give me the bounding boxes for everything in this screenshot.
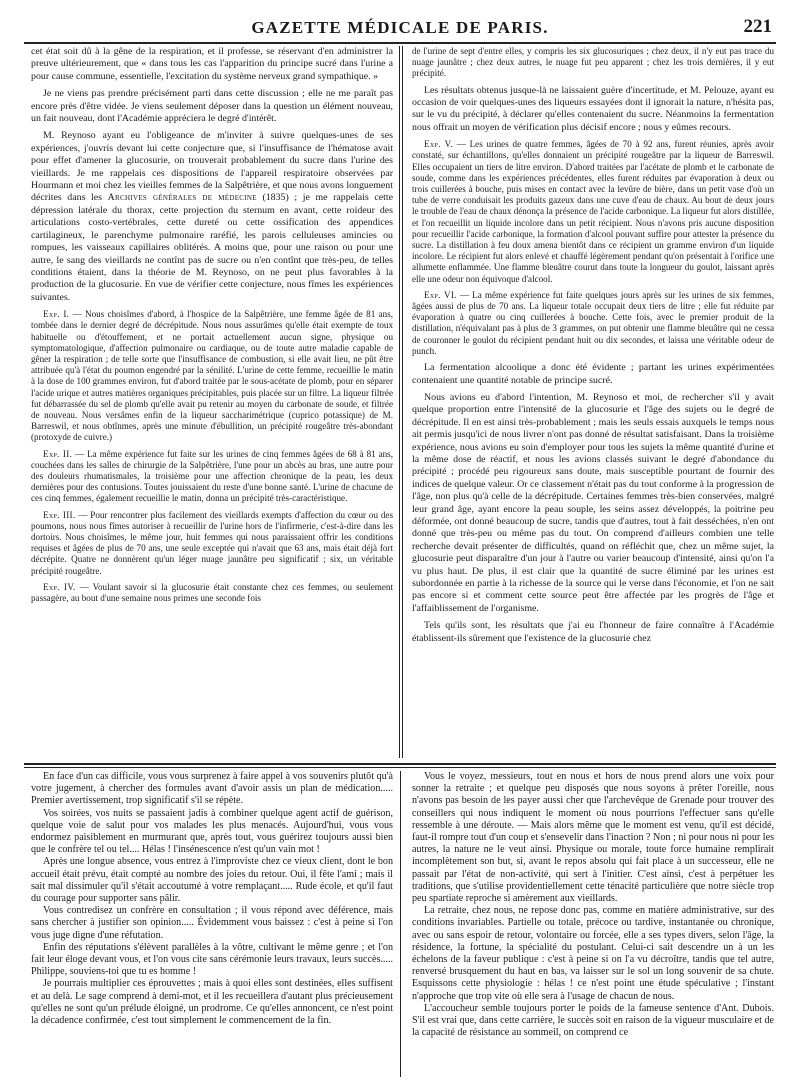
top-right-column	[412, 46, 774, 645]
paragraph: La fermentation alcoolique a donc été évidente ; partant les urines expérimentées contenaient une quantité notable de principe sucré.	[412, 362, 774, 386]
paragraph: La retraite, chez nous, ne repose donc pas, comme en matière administrative, sur des conditions invariables. Partielle ou totale, précoce ou tardive, instantanée ou chronique, avec ou sans espoir de retour, volontaire ou forcée, elle a ses types divers, selon l'âge, la résidence, la fortune, la spécialité du postulant. Celui-ci sait descendre un à un les échelons de la faveur publique : c'est à peine si on l'a vu décroître, tandis que tel autre, renversé brusquement du haut en bas, va laisser sur le sol un long souvenir de sa chute. Esquissons cette physiologie : hélas ! ce n'est point une étude spéculative ; l'instant n'approche que trop vite où elle sera à l'usage de chacun de nous.	[412, 905, 774, 1002]
journal-title: GAZETTE MÉDICALE DE PARIS.	[251, 18, 549, 37]
column-divider	[402, 46, 403, 758]
paragraph: Les résultats obtenus jusque-là ne laissaient guère d'incertitude, et M. Pelouze, ayant eu occasion de voir quelques-unes des liqueurs essayées dont il ignorait la nature, n'hésita pas, sur le vu du précipité, à déclarer qu'elles contenaient du sucre. Néanmoins la fermentation nous offrait un moyen de vérification plus décisif encore ; nous y eûmes recours.	[412, 84, 774, 133]
paragraph: de l'urine de sept d'entre elles, y compris les six glucosuriques ; chez deux, il n'y eut pas trace du nuage jaunâtre ; chez deux autres, le nuage fut peu apparent ; chez les trois dernières, il y eut précipité.	[412, 46, 774, 79]
feuilleton-rule	[24, 767, 776, 768]
paragraph: Je pourrais multiplier ces éprouvettes ; mais à quoi elles sont destinées, elles suffisent et au delà. Le sage comprend à demi-mot, et il les recueillera d'autant plus précieusement qu'elles ne sont qu'un prélude éloigné, un prodrome. Ce qu'elles annoncent, ce n'est point la décadence confirmée, c'est tout simplement le commencement de la fin.	[31, 978, 393, 1027]
paragraph: Vos soirées, vos nuits se passaient jadis à combiner quelque agent actif de guérison, quelque voie de salut pour vos malades les plus menacés. Aujourd'hui, vous vous endormez paisiblement en murmurant que, après tout, vous guérirez toujours aussi bien que le confrère tel ou tel.... Hélas ! l'insénescence n'est qu'un vain mot !	[31, 807, 393, 856]
paragraph: Enfin des réputations s'élèvent parallèles à la vôtre, cultivant le même genre ; et l'on fait leur éloge devant vous, et l'on vous cite sans cérémonie leurs travaux, leurs succès..... Philippe, souviens-toi que tu es homme !	[31, 941, 393, 978]
paragraph: cet état soit dû à la gêne de la respiration, et il professe, se réservant d'en administrer la preuve ultérieurement, que « dans tous les cas l'apparition du principe sucré dans l'urine a pour cause commune, essentielle, l'excitation du système nerveux grand sympathique. »	[31, 46, 393, 82]
experiment-5: Exp. V. — Les urines de quatre femmes, âgées de 70 à 92 ans, furent réunies, après avoir constaté, sur échantillons, qu'elles donnaient un précipité rougeâtre par la liqueur de Barreswil. Elles occupaient un tiers de litre environ. D'abord traitées par l'acétate de plomb et le carbonate de soude, comme dans les expériences précédentes, elles furent réduites par évaporation à deux ou trois cuillerées à bouche, puis mises en contact avec la levûre de bière, dans un petit vase d'où un tube de verre conduisait les produits gazeux dans une cuve d'eau de chaux. Au bout de deux jours le trouble de l'eau de chaux dénonça la présence de l'acide carbonique. La liqueur fut alors distillée, et l'on recueillit un liquide incolore dans un petit récipient. Nous n'avons pris aucune disposition pour recueillir l'acide carbonique, la formation d'alcool pouvant suffire pour attester la présence du sucre. La distillation à feu doux amena bientôt dans ce récipient un gramme environ d'un liquide incolore. Le récipient fut alors enlevé et chauffé légèrement pendant qu'on présentait à l'orifice une allumette enflammée. Une flamme bleuâtre courut dans toute la longueur du goulot, laissant après elle une odeur non équivoque d'alcool.	[412, 139, 775, 284]
paragraph: Vous le voyez, messieurs, tout en nous et hors de nous prend alors une voix pour sonner la retraite ; et quelque peu disposés que nous soyons à prêter l'oreille, nous n'avons pas besoin de les payer aussi cher que l'archevêque de Grenade pour trouver des conseillers qui nous indiquent le moment où nous pourrions l'effectuer sans qu'elle ressemble à une déroute. — Mais alors même que le moment est venu, qu'il est décidé, faut-il rompre tout d'un coup et s'ensevelir dans l'inaction ? Non ; ni pour nous ni pour les autres, la nature ne le veut ainsi. Physique ou morale, toute force humaine remplirait incomplètement son but, si, avant le repos absolu qui fait place à un successeur, elle ne passait par l'état de non-activité, qui sert à l'initier. C'est ainsi, c'est à perpétuer les traditions, que s'utilise providentiellement cette ténacité particulière que notre siècle trop peu spartiate reproche si amèrement aux vieillards.	[412, 771, 774, 905]
experiment-1: Exp. I. — Nous choisîmes d'abord, à l'hospice de la Salpêtrière, une femme âgée de 81 ans, tombée dans le dernier degré de décrépitude. Nous nous assurâmes qu'elle était exempte de toux habituelle ou d'étouffement, et ne portait actuellement aucun signe, physique ou symptomatologique, d'affection pulmonaire ou cardiaque, ou de toute autre maladie capable de gêner la respiration ; de telle sorte que l'insuffisance de combustion, si elle avait lieu, ne pût être attribuée qu'à l'état du poumon engendré par la sénilité. L'urine de cette femme, recueillie le matin à la dose de 100 grammes environ, fut d'abord traitée par le sous-acétate de plomb, pour en séparer l'acide urique et autres matières organiques précipitables, puis placée sur un filtre. La liqueur filtrée fut débarrassée du sel de plomb qu'elle avait pu retenir au moyen du carbonate de soude, et filtrée de nouveau. Nous versâmes enfin de la liqueur saccharimétrique (cuprico potassique) de M. Barreswil, et nous obtînmes, après une minute d'ébullition, un précipité rougeâtre très-abondant (protoxyde de cuivre.)	[31, 309, 394, 443]
page-header	[26, 14, 774, 42]
experiment-2: Exp. II. — La même expérience fut faite sur les urines de cinq femmes âgées de 68 à 81 ans, couchées dans les salles de chirurgie de la Salpêtrière, l'une pour un abcès au bras, une autre pour des douleurs rhumatismales, la troisième pour une affection chronique de la peau, les deux dernières pour des contusions. Toutes jouissaient du reste d'une bonne santé. L'urine de chacune de ces cinq femmes, également recueillie le matin, donna un précipité très-caractéristique.	[31, 448, 393, 504]
page-number: 221	[743, 16, 772, 37]
column-divider	[399, 46, 400, 758]
experiment-6: Exp. VI. — La même expérience fut faite quelques jours après sur les urines de six femmes, âgées aussi de plus de 70 ans. La liqueur totale occupait deux tiers de litre ; elle fut réduite par évaporation à quatre ou cinq cuillerées à bouche. Cette fois, avec le premier produit de la distillation, n'équivalant pas à plus de 3 grammes, on put obtenir une flamme bleuâtre qui ne cessa de couronner le goulot du récipient pendant huit ou dix secondes, et laissa une véritable odeur de punch.	[412, 289, 774, 356]
paragraph: L'accoucheur semble toujours porter le poids de la fameuse sentence d'Ant. Dubois. S'il est vrai que, dans cette carrière, le succès soit en raison de la vigueur musculaire et de la capacité de résistance au sommeil, on comprend ce	[412, 1002, 774, 1039]
experiment-3: Exp. III. — Pour rencontrer plus facilement des vieillards exempts d'affection du cœur ou des poumons, nous nous fîmes autoriser à recueillir de l'urine hors de l'infirmerie, c'est-à-dire dans les dortoirs. Nous choisîmes, le même jour, huit femmes qui nous paraissaient offrir les conditions requises et âgées de plus de 70 ans, une seule exceptée qui n'avait que 63 ans, mais était déjà fort décrépite. Quatre ne donnèrent qu'un léger nuage jaunâtre peu significatif ; six, un véritable précipité rougeâtre.	[31, 509, 393, 576]
paragraph: Tels qu'ils sont, les résultats que j'ai eu l'honneur de faire connaître à l'Académie établissent-ils sûrement que l'existence de la glucosurie chez	[412, 620, 774, 644]
paragraph: M. Reynoso ayant eu l'obligeance de m'inviter à suivre quelques-unes de ses expériences, j'ouvris devant lui cette conjecture que, si l'insuffisance de l'hématose avait pour effet d'amener la glucosurie, on trouverait probablement du sucre dans l'urine des vieillards. Je me rappelais ces dispositions de l'appareil respiratoire observées par Hourmann et moi chez les vieilles femmes de la Salpêtrière, et que nous avons longuement décrites dans les Archives générales de médecine (1835) ; je me rappelais cette dépression latérale du thorax, cette projection du sternum en avant, cette roideur des articulations costo-vertébrales, cette dureté ou cette ossification des appendices cartilagineux, le parenchyme pulmonaire raréfié, les parois celluleuses amincies ou rompues, les vaisseaux capillaires oblitérés. A moins que, pour une raison ou pour une autre, le sang des vieillards ne contînt pas de sucre ou n'en contînt que très-peu, de telles conditions étaient, dans la théorie de M. Reynoso, on ne peut plus favorables à la production de la glucosurie. En vue de vérifier cette conjecture, nous fîmes les expériences suivantes.	[31, 130, 394, 303]
top-left-column	[31, 46, 393, 604]
bottom-right-column	[412, 771, 774, 1039]
paragraph: Vous contredisez un confrère en consultation ; il vous répond avec déférence, mais sans chercher à justifier son opinion..... Évidemment vous baissez : c'est à peine si l'on vous juge digne d'une réfutation.	[31, 905, 393, 941]
paragraph: En face d'un cas difficile, vous vous surprenez à faire appel à vos souvenirs plutôt qu'à votre jugement, à chercher des formules avant d'avoir assis un plan de médication..... Premier avertissement, trop significatif s'il se répète.	[31, 771, 393, 807]
experiment-4: Exp. IV. — Voulant savoir si la glucosurie était constante chez ces femmes, ou seulement passagère, au bout d'une semaine nous primes une seconde fois	[31, 581, 393, 603]
paragraph: Après une longue absence, vous entrez à l'improviste chez ce vieux client, dont le bon accueil était prévu, était compté au nombre des joies du retour. Oui, il fête l'ami ; mais il sait mal dissimuler qu'il s'était accoutumé à votre remplaçant..... Rude école, et qu'il faut du courage pour supporter sans pâlir.	[31, 856, 393, 905]
paragraph: Je ne viens pas prendre précisément parti dans cette discussion ; elle ne me paraît pas encore près d'être vidée. Je viens seulement déposer dans la question un élément nouveau, un fait nouveau, dont l'Académie appréciera le degré d'intérêt.	[31, 88, 393, 125]
column-divider	[400, 771, 401, 1077]
paragraph: Nous avions eu d'abord l'intention, M. Reynoso et moi, de rechercher s'il y avait quelque proportion entre l'intensité de la glucosurie et l'âge des sujets ou le degré de décrépitude. Il en est ainsi très-probablement ; mais les seuls essais auxquels le temps nous ait permis jusqu'ici de nous livrer n'ont pas donné de résultat satisfaisant. Dans la troisième expérience, nous avions eu soin d'employer pour tous les sujets la même quantité d'urine et la même dose de réactif, et nous les avions classés suivant le degré d'abondance du précipité ; procédé peu rigoureux sans doute, mais susceptible pourtant de fournir des indices de quelque valeur. Or ce classement n'était pas du tout conforme à la progression de l'âge, non plus qu'à celle de la décrépitude. Certaines femmes très-bien conservées, malgré leur grand âge, ayant encore la peau souple, les seins assez développés, la poitrine peu déformée, ont donné beaucoup de sucre, tandis que d'autres, tout à fait desséchées, n'en ont donné que très-peu ou même pas du tout. On comprend d'ailleurs combien une telle recherche devait présenter de difficultés, quand on réfléchit que, chez un même sujet, la glucosurie peut disparaître d'un jour à l'autre ou varier beaucoup d'intensité, ainsi qu'on l'a vu plus haut. De plus, il est clair que la quantité de sucre éliminé par les urines est subordonnée en partie à la richesse de la source qui le verse dans l'économie, et l'on ne sait pas encore si et comment cette source peut être affectée par les progrès de l'âge et l'affaiblissement de l'organisme.	[412, 391, 774, 614]
header-rule	[24, 42, 776, 44]
bottom-left-column	[31, 771, 393, 1027]
feuilleton-rule	[24, 763, 776, 765]
